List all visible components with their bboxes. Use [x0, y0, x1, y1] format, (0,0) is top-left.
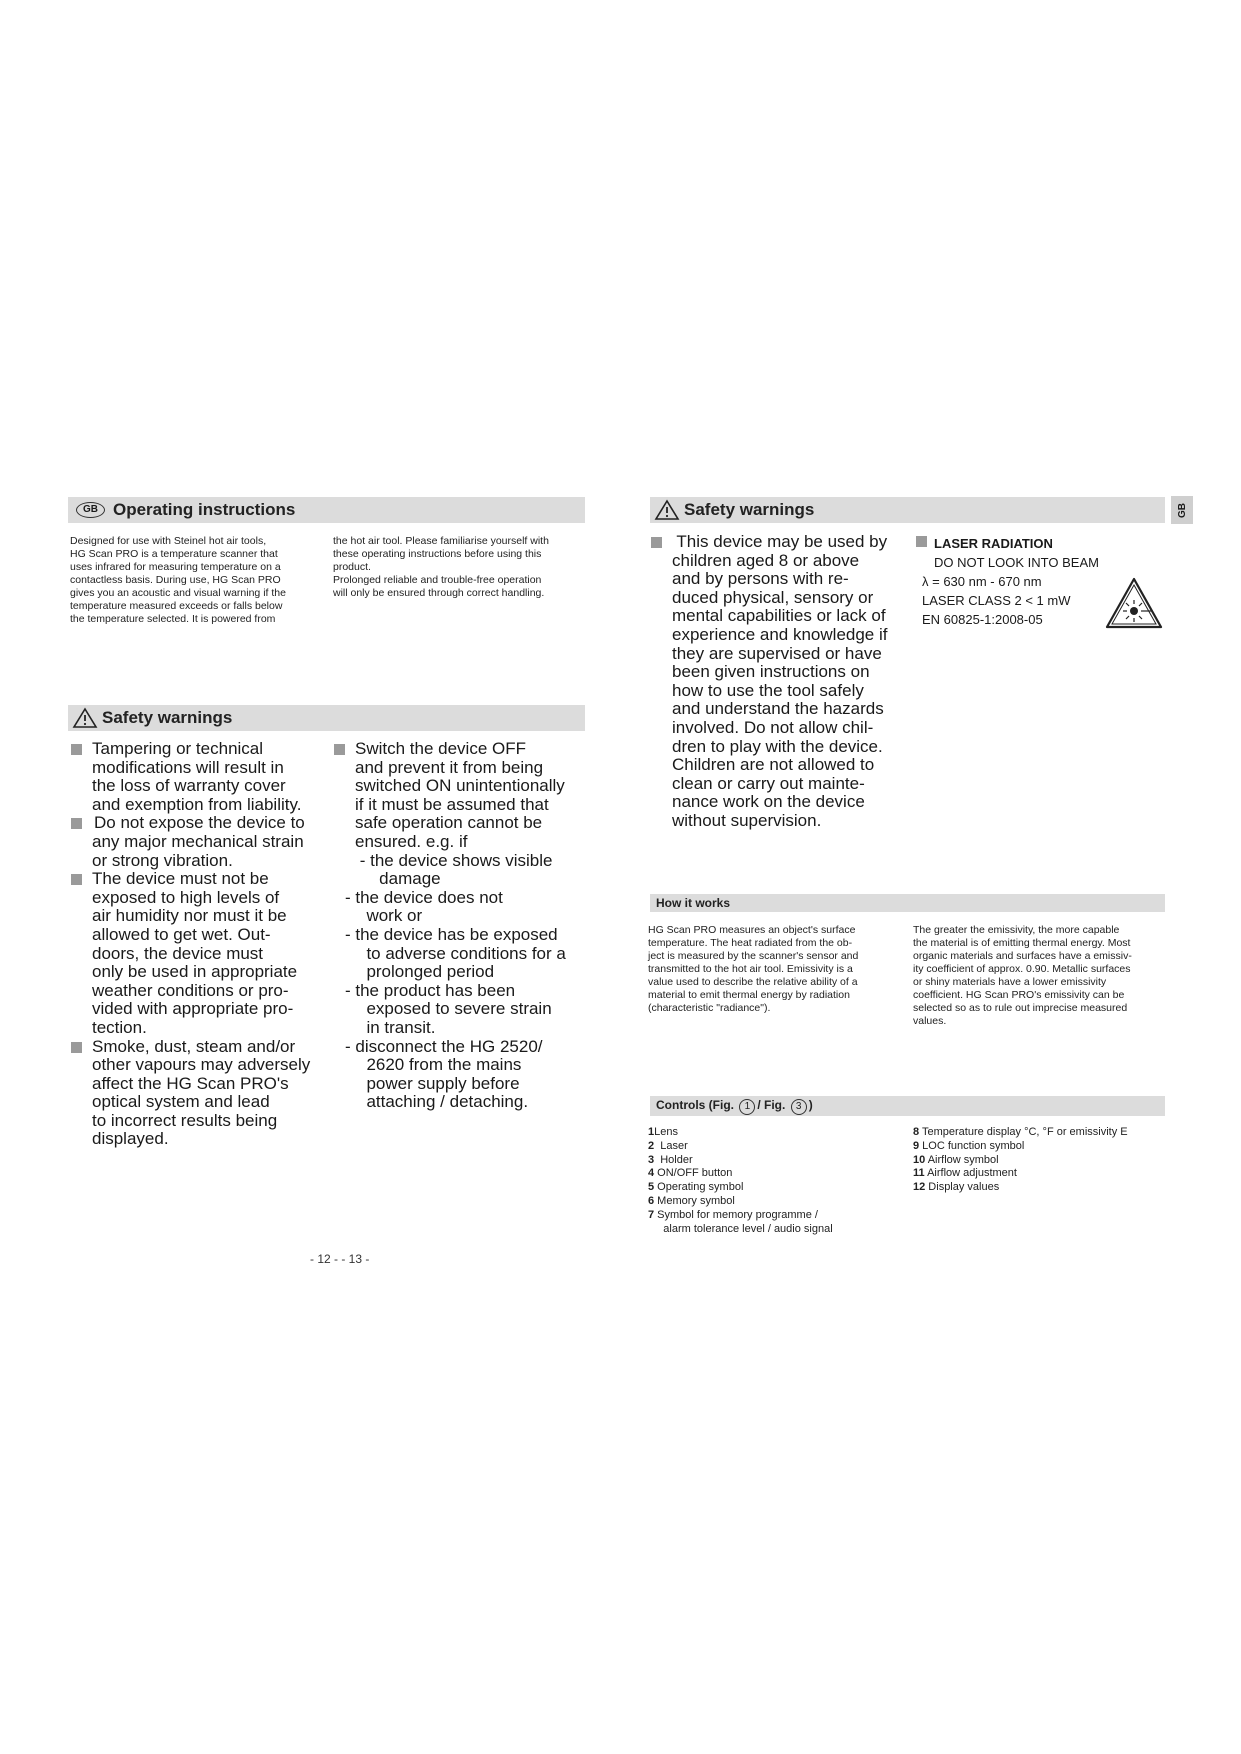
list-item: 1Lens: [648, 1126, 678, 1138]
list-item: 2 Laser: [648, 1139, 688, 1152]
list-item: 5 Operating symbol: [648, 1181, 744, 1194]
list-item: 9 LOC function symbol: [913, 1139, 1025, 1152]
safety-warnings-header-left: [68, 705, 585, 731]
controls-list-2: [913, 1126, 1128, 1195]
page-number: - 12 - - 13 -: [310, 1252, 370, 1266]
safety-warnings-header-right: [650, 497, 1165, 523]
warning-triangle-icon: [654, 499, 680, 521]
list-item: The device must not be exposed to high levels of air humidity nor must it be allowed to get wet. Out- doors, the device must only be used in appropriate weather conditions or pro- vided with appropriate pro- tection.: [70, 870, 330, 1037]
section-title: Safety warnings: [684, 500, 815, 519]
list-item: Smoke, dust, steam and/or other vapours may adversely affect the HG Scan PRO's optical system and lead to incorrect results being displayed.: [70, 1038, 330, 1150]
figure-3-icon: 3: [791, 1099, 807, 1115]
list-item: 10 Airflow symbol: [913, 1153, 999, 1166]
list-item: 8 Temperature display °C, °F or emissivity E: [913, 1126, 1128, 1138]
how-it-works-header: How it works: [650, 894, 1165, 912]
gb-language-badge: GB: [76, 502, 105, 518]
section-title: Operating instructions: [113, 500, 296, 519]
list-item: 11 Airflow adjustment: [913, 1167, 1017, 1180]
controls-header: Controls (Fig. 1 / Fig. 3 ): [650, 1096, 1165, 1116]
laser-warning-block: LASER RADIATION DO NOT LOOK INTO BEAM λ = 630 nm - 670 nm LASER CLASS 2 < 1 mW EN 60825-1:2008-05: [914, 534, 1174, 629]
safety-text-right: [650, 533, 910, 831]
controls-list-1: [648, 1126, 833, 1236]
list-item: 12 Display values: [913, 1181, 1000, 1194]
how-it-works-column-1: HG Scan PRO measures an object's surface temperature. The heat radiated from the ob- ject is measured by the scanner's sensor and transmitted to the hot air tool. Emissivity is a value used to describe the relative ability of a material to emit thermal energy by radiation (characteristic "radiance").: [648, 924, 859, 1014]
section-title: Safety warnings: [102, 708, 233, 727]
how-it-works-column-2: The greater the emissivity, the more capable the material is of emitting thermal energy. Most organic materials and surfaces have a emissiv- ity coefficient of approx. 0.90. Metallic surfaces or shiny materials have a lower emissivity coefficient. HG Scan PRO's emissivity can be selected so as to rule out imprecise measured values.: [913, 924, 1132, 1027]
list-item: Do not expose the device to any major mechanical strain or strong vibration.: [70, 814, 330, 870]
warning-triangle-icon: [72, 707, 98, 729]
list-item: 4 ON/OFF button: [648, 1167, 733, 1180]
safety-list-right-column: [333, 740, 593, 1112]
list-item: 3 Holder: [648, 1153, 693, 1166]
laser-hazard-icon: [1104, 576, 1164, 630]
operating-instructions-header: [68, 497, 585, 523]
figure-1-icon: 1: [739, 1099, 755, 1115]
list-item: This device may be used by children aged 8 or above and by persons with re- duced physical, sensory or mental capabilities or lack of experience and knowledge if they are supervised or have been given instructions on how to use the tool safely and understand the hazards involved. Do not allow chil- dren to play with the device. Children are not allowed to clean or carry out mainte- nance work on the device without supervision.: [650, 533, 910, 831]
gb-language-tab: GB: [1171, 496, 1193, 524]
list-item: Tampering or technical modifications will result in the loss of warranty cover and exemption from liability.: [70, 740, 330, 814]
safety-list-left: [70, 740, 330, 1149]
intro-column-1: Designed for use with Steinel hot air tools, HG Scan PRO is a temperature scanner that uses infrared for measuring temperature on a contactless basis. During use, HG Scan PRO gives you an acoustic and visual warning if the temperature measured exceeds or falls below the temperature selected. It is powered from: [70, 535, 286, 625]
intro-column-2: the hot air tool. Please familiarise yourself with these operating instructions before using this product. Prolonged reliable and trouble-free operation will only be ensured through correct handling.: [333, 535, 549, 599]
list-item: Switch the device OFF and prevent it from being switched ON unintentionally if it must be assumed that safe operation cannot be ensured. e.g. if - the device shows visible damage - the device does not work or - the device has be exposed to adverse conditions for a prolonged period - the product has been exposed to severe strain in transit. - disconnect the HG 2520/ 2620 from the mains power supply before attaching / detaching.: [333, 740, 593, 1112]
laser-title: LASER RADIATION: [934, 536, 1053, 551]
list-item: 6 Memory symbol: [648, 1194, 735, 1207]
list-item: alarm tolerance level / audio signal: [648, 1222, 833, 1235]
list-item: 7 Symbol for memory programme /: [648, 1208, 818, 1221]
